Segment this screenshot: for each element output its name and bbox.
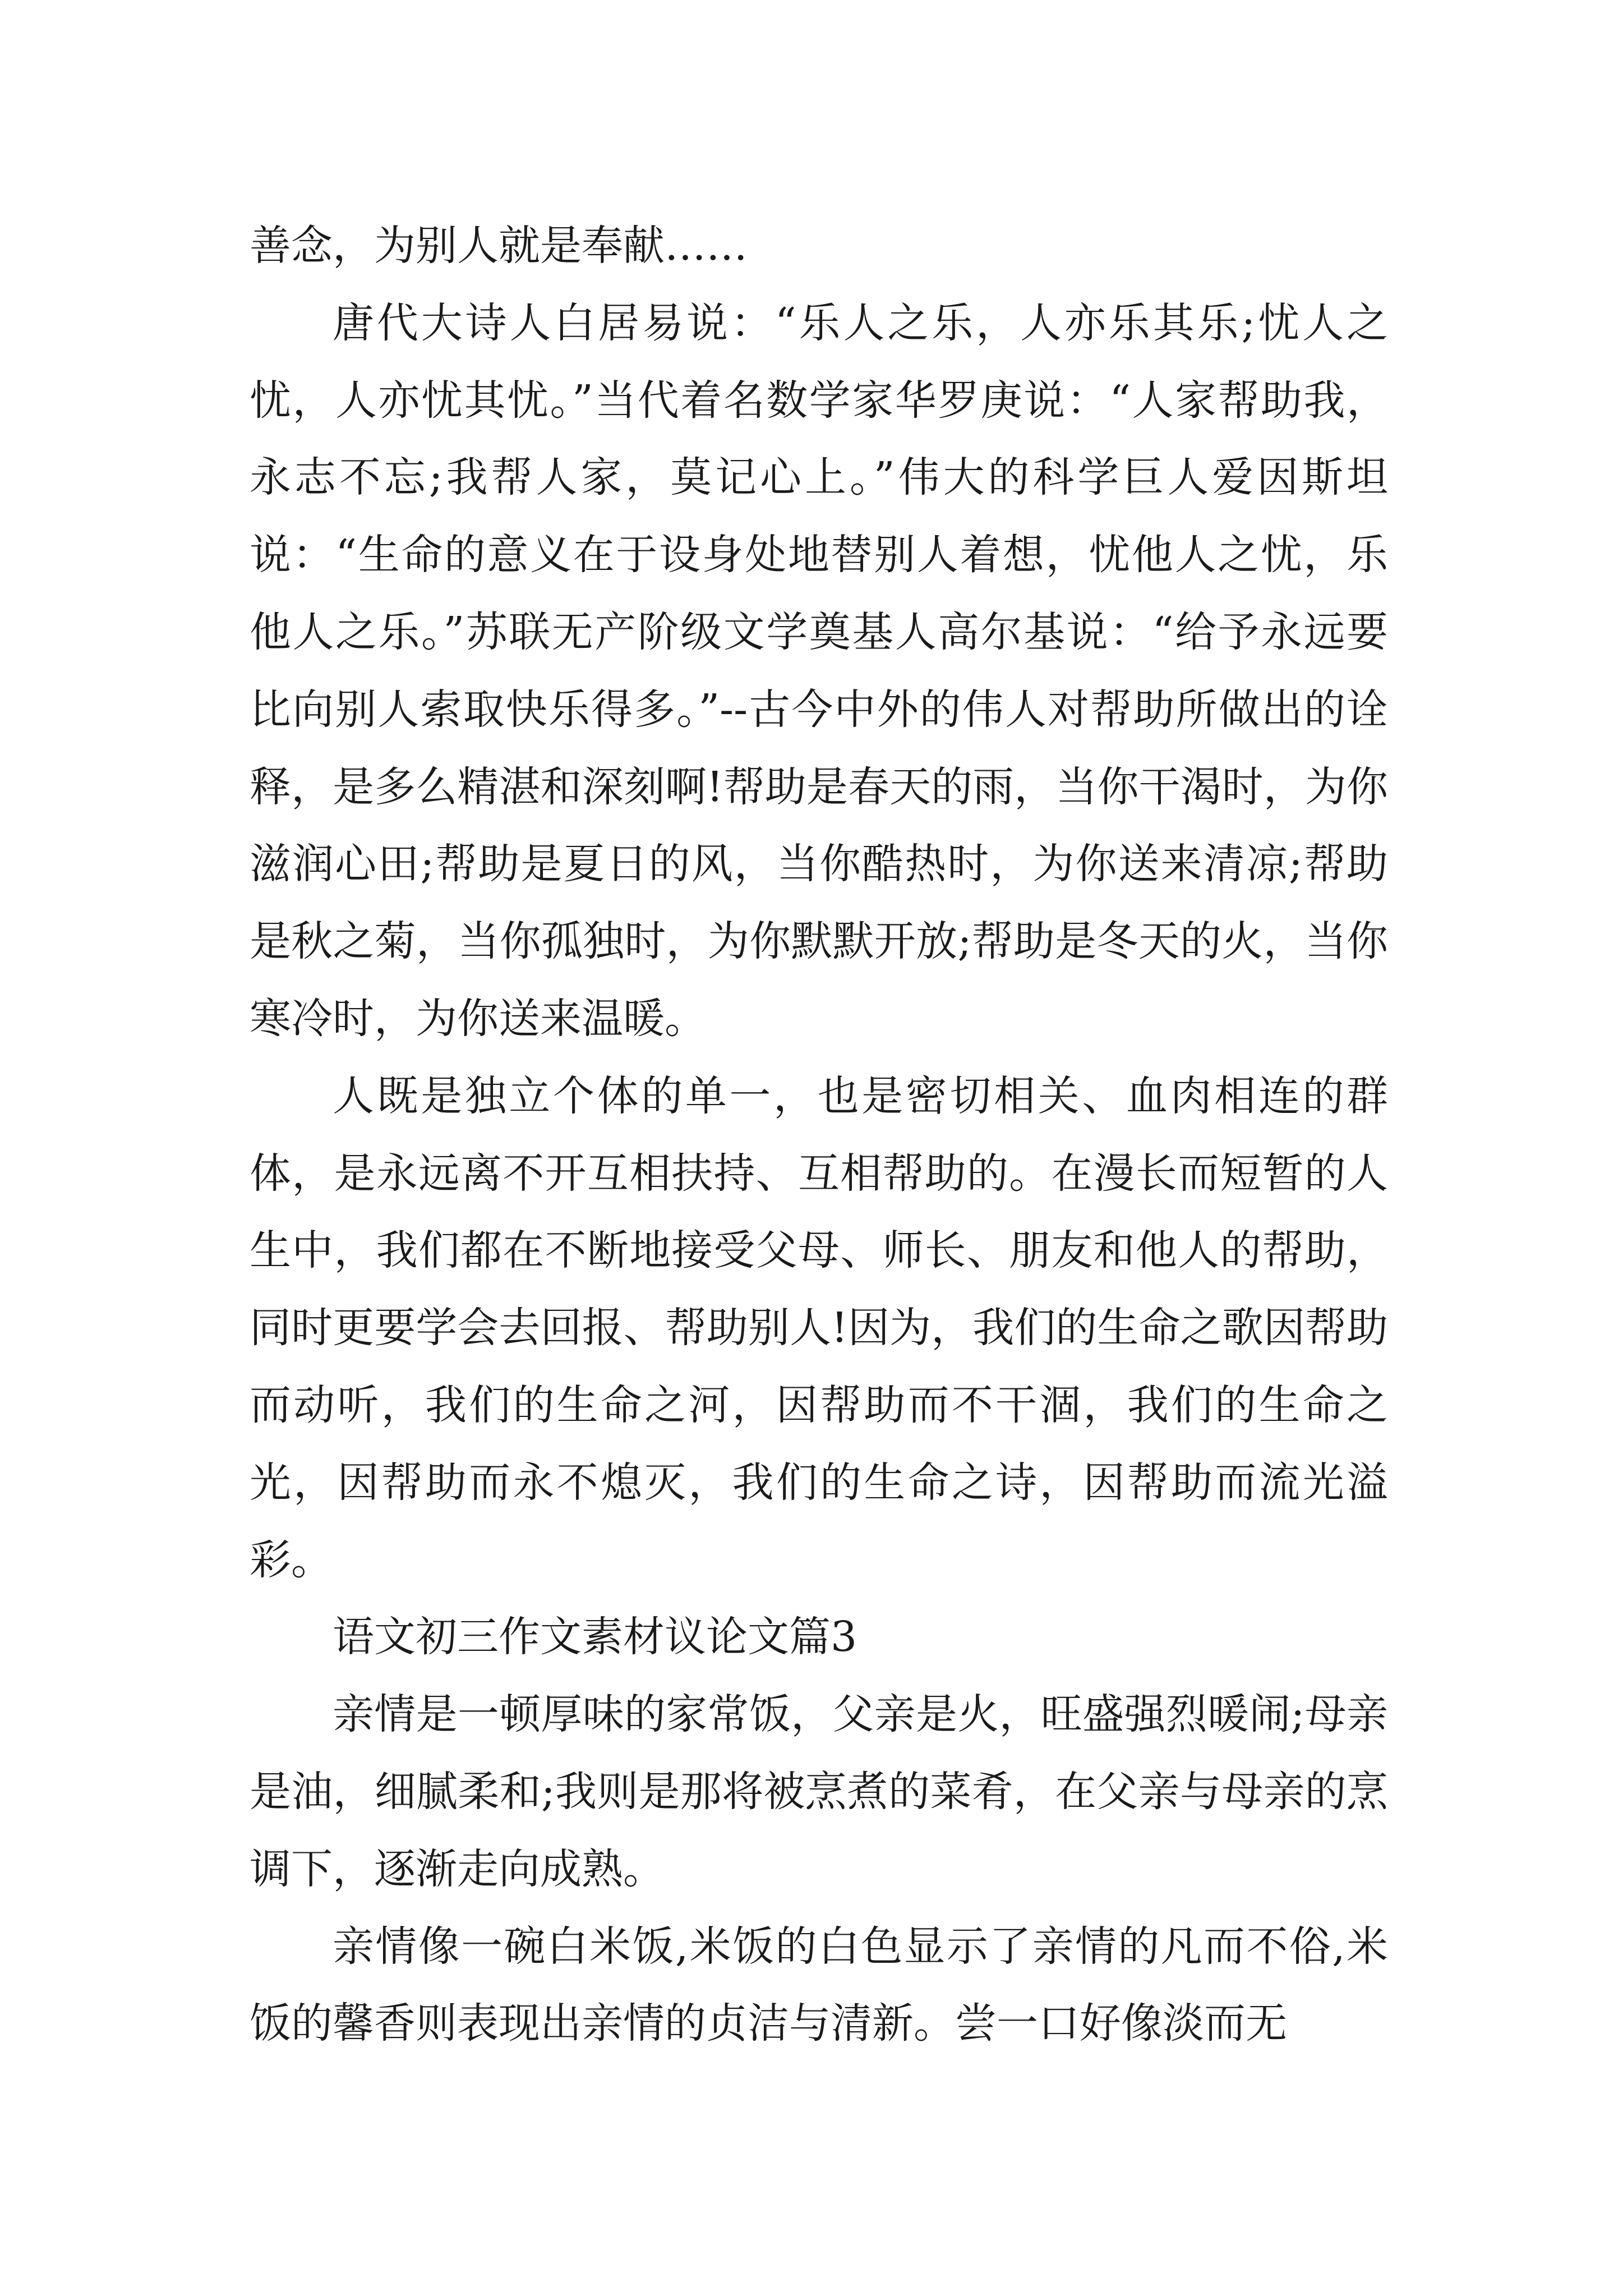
document-body [250, 208, 1388, 2063]
paragraph-mutual-help: 人既是独立个体的单一，也是密切相关、血肉相连的群体，是永远离不开互相扶持、互相帮助的。在漫长而短暂的人生中，我们都在不断地接受父母、师长、朋友和他人的帮助，同时更要学会去回报、帮助别人!因为，我们的生命之歌因帮助而动听，我们的生命之河，因帮助而不干涸，我们的生命之光，因帮助而永不熄灭，我们的生命之诗，因帮助而流光溢彩。 [250, 1071, 1388, 1584]
paragraph-quotes-on-helping: 唐代大诗人白居易说：“乐人之乐，人亦乐其乐;忧人之忧，人亦忧其忧。”当代着名数学家华罗庚说：“人家帮助我，永志不忘;我帮人家，莫记心上。”伟大的科学巨人爱因斯坦说：“生命的意义在于设身处地替别人着想，忧他人之忧，乐他人之乐。”苏联无产阶级文学奠基人高尔基说：“给予永远要比向别人索取快乐得多。”--古今中外的伟人对帮助所做出的诠释，是多么精湛和深刻啊!帮助是春天的雨，当你干渴时，为你滋润心田;帮助是夏日的风，当你酷热时，为你送来清凉;帮助是秋之菊，当你孤独时，为你默默开放;帮助是冬天的火，当你寒冷时，为你送来温暖。 [250, 298, 1388, 1043]
paragraph-continuation: 善念，为别人就是奉献…… [250, 222, 748, 270]
paragraph-family-meal: 亲情是一顿厚味的家常饭，父亲是火，旺盛强烈暖闹;母亲是油，细腻柔和;我则是那将被烹煮的菜肴，在父亲与母亲的烹调下，逐渐走向成熟。 [250, 1690, 1388, 1893]
paragraph-white-rice: 亲情像一碗白米饭,米饭的白色显示了亲情的凡而不俗,米饭的馨香则表现出亲情的贞洁与清新。尝一口好像淡而无 [250, 1922, 1388, 2048]
section-heading: 语文初三作文素材议论文篇3 [333, 1613, 857, 1662]
